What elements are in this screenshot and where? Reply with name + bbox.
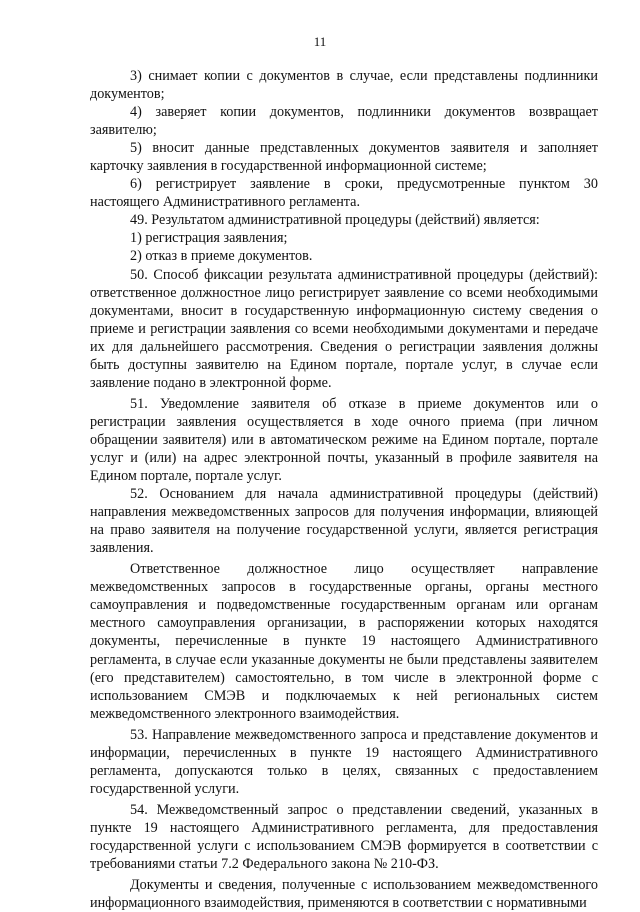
paragraph-52-continuation: Ответственное должностное лицо осуществляет направление межведомственных запросов в государственные органы, органы местного самоуправления и подведомственные государственным органам или органам местного самоуправления организации, в распоряжении которых находятся документы, перечисленные в пункте 19 настоящего Административного регламента, в случае если указанные документы не были представлены заявителем (его представителем) самостоятельно, в том числе в электронной форме с использованием СМЭВ и подключаемых к ней региональных систем межведомственного электронного взаимодействия. bbox=[90, 561, 598, 722]
paragraph-49: 49. Результатом административной процедуры (действий) является: bbox=[130, 212, 540, 229]
paragraph-50: 50. Способ фиксации результата административной процедуры (действий): ответственное должностное лицо регистрирует заявление со всеми необходимыми документами, вносит в государственную информационную систему сведения о приеме и регистрации заявления со всеми необходимыми документами и передаче их для дальнейшего рассмотрения. Сведения о регистрации заявления должны быть доступны заявителю на Едином портале, портале услуг, в случае если заявление подано в электронной форме. bbox=[90, 266, 598, 391]
paragraph-49-item-1: 1) регистрация заявления; bbox=[130, 230, 288, 247]
paragraph-item-3: 3) снимает копии с документов в случае, если представлены подлинники документов; bbox=[90, 68, 598, 103]
paragraph-54-continuation: Документы и сведения, полученные с использованием межведомственного информационного взаимодействия, применяются в соответствии с нормативными bbox=[90, 877, 598, 912]
document-body bbox=[90, 67, 598, 912]
paragraph-53: 53. Направление межведомственного запроса и представление документов и информации, перечисленных в пункте 19 настоящего Административного регламента, допускаются только в целях, связанных с предоставлением государственной услуги. bbox=[90, 726, 598, 797]
paragraph-item-5: 5) вносит данные представленных документов заявителя и заполняет карточку заявления в государственной информационной системе; bbox=[90, 140, 598, 175]
page-number: 11 bbox=[313, 34, 327, 49]
paragraph-49-item-2: 2) отказ в приеме документов. bbox=[130, 248, 313, 265]
paragraph-item-6: 6) регистрирует заявление в сроки, предусмотренные пунктом 30 настоящего Административного регламента. bbox=[90, 176, 598, 211]
paragraph-51: 51. Уведомление заявителя об отказе в приеме документов или о регистрации заявления осуществляется в ходе очного приема (при личном обращении заявителя) или в автоматическом режиме на Едином портале, портале услуг и (или) на адрес электронной почты, указанный в профиле заявителя на Едином портале, портале услуг. bbox=[90, 395, 598, 485]
paragraph-52: 52. Основанием для начала административной процедуры (действий) направления межведомственных запросов для получения информации, влияющей на право заявителя на получение государственной услуги, является регистрация заявления. bbox=[90, 486, 598, 557]
paragraph-54: 54. Межведомственный запрос о представлении сведений, указанных в пункте 19 настоящего Административного регламента, для предоставления государственной услуги с использованием СМЭВ формируется в соответствии с требованиями статьи 7.2 Федерального закона № 210-ФЗ. bbox=[90, 801, 598, 873]
paragraph-item-4: 4) заверяет копии документов, подлинники документов возвращает заявителю; bbox=[90, 104, 598, 139]
